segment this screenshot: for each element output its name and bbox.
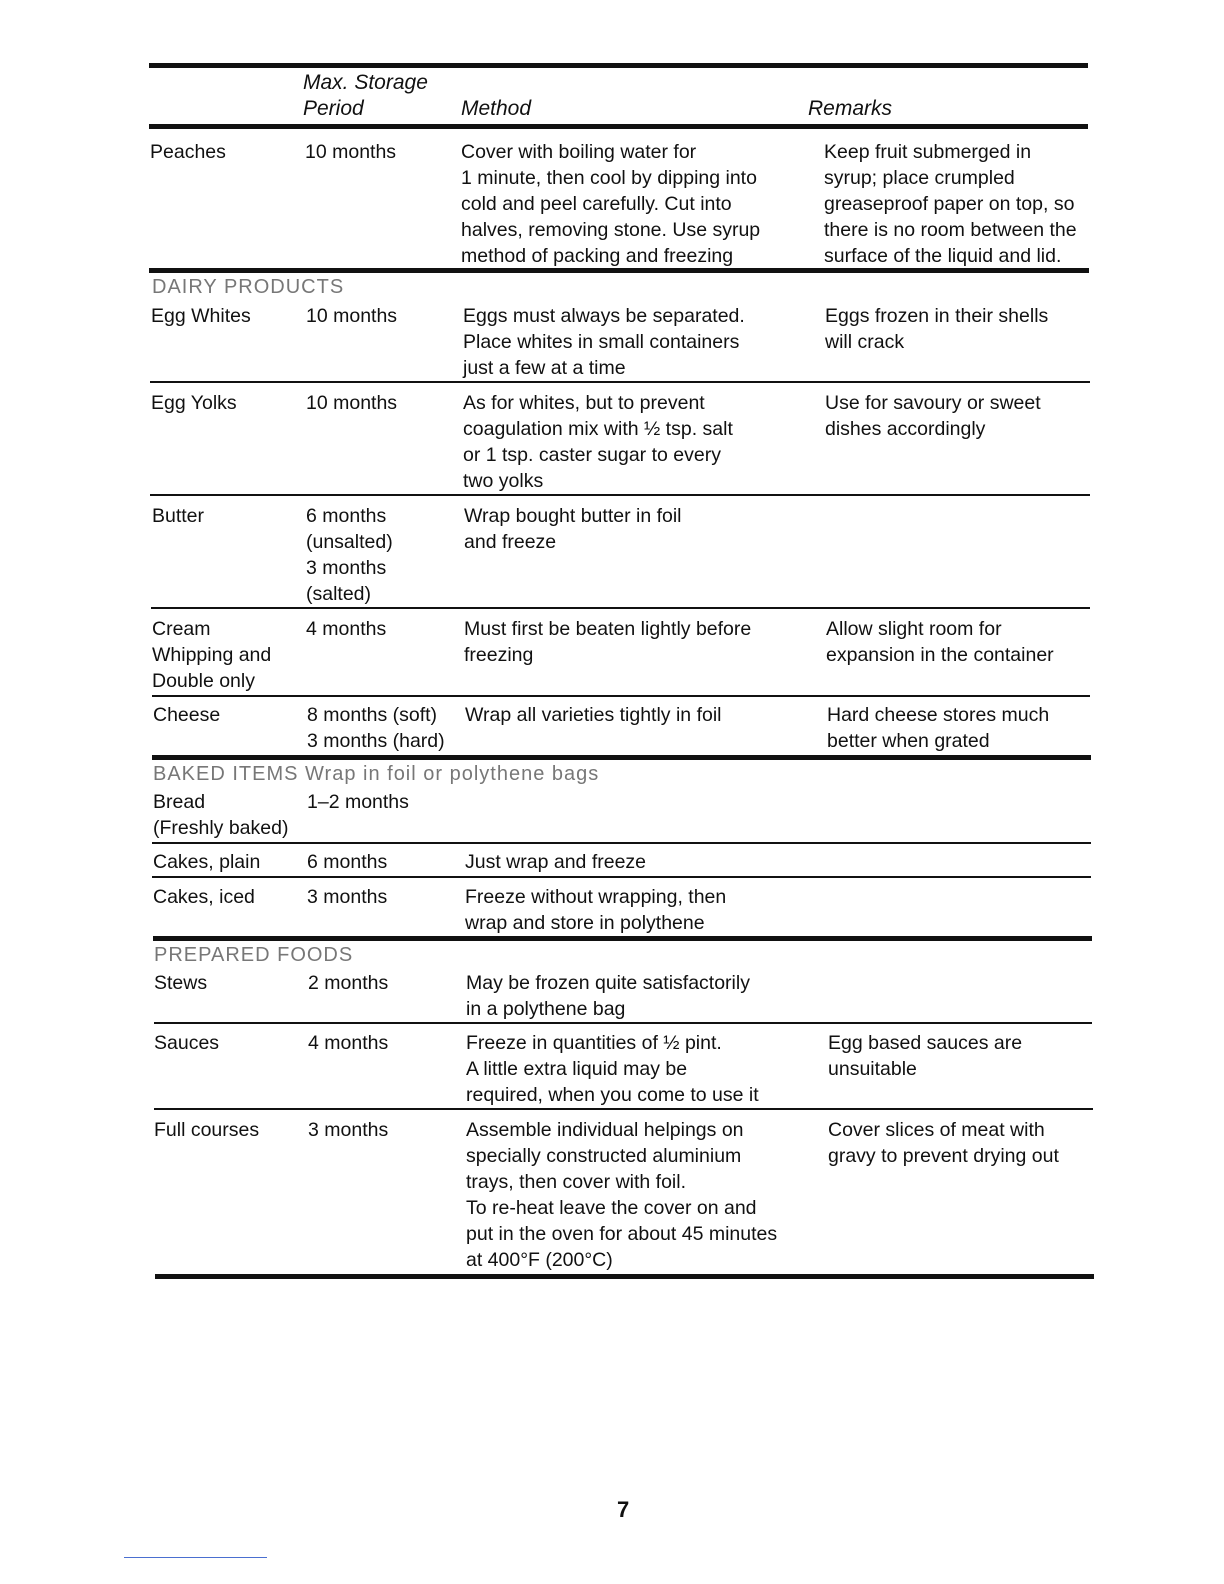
cell-period: 1–2 months	[307, 791, 409, 813]
table-rule	[155, 1274, 1094, 1279]
cell-method: method of packing and freezing	[461, 245, 734, 267]
footer-line	[124, 1557, 267, 1558]
page-number: 7	[617, 1497, 630, 1522]
cell-remarks: Keep fruit submerged in	[824, 141, 1032, 163]
cell-remarks: Use for savoury or sweet	[825, 392, 1041, 414]
cell-method: 1 minute, then cool by dipping into	[461, 167, 757, 189]
cell-name: Bread	[153, 791, 206, 813]
table-rule	[149, 63, 1088, 68]
cell-name: Whipping and	[152, 644, 272, 666]
cell-method: Wrap all varieties tightly in foil	[465, 704, 722, 726]
cell-name: Cakes, iced	[153, 886, 255, 908]
cell-method: Freeze in quantities of ½ pint.	[466, 1032, 722, 1054]
cell-method: cold and peel carefully. Cut into	[461, 193, 732, 215]
cell-remarks: dishes accordingly	[825, 418, 986, 440]
cell-remarks: unsuitable	[828, 1058, 917, 1080]
cell-method: two yolks	[463, 470, 544, 492]
cell-period: (unsalted)	[306, 531, 393, 553]
cell-remarks: Cover slices of meat with	[828, 1119, 1045, 1141]
header-remarks: Remarks	[808, 97, 893, 120]
cell-period: 3 months	[306, 557, 387, 579]
cell-period: 4 months	[306, 618, 387, 640]
cell-name: Cheese	[153, 704, 221, 726]
section-prepared-foods: PREPARED FOODS	[154, 944, 354, 966]
cell-name: Sauces	[154, 1032, 220, 1054]
header-method: Method	[461, 97, 532, 120]
table-rule	[152, 842, 1091, 844]
table-rule	[150, 494, 1090, 496]
cell-name: Butter	[152, 505, 205, 527]
cell-method: and freeze	[464, 531, 557, 553]
cell-method: put in the oven for about 45 minutes	[466, 1223, 778, 1245]
cell-remarks: syrup; place crumpled	[824, 167, 1015, 189]
cell-method: As for whites, but to prevent	[463, 392, 705, 414]
cell-name: Egg Yolks	[151, 392, 237, 414]
cell-remarks: Eggs frozen in their shells	[825, 305, 1049, 327]
cell-remarks: expansion in the container	[826, 644, 1054, 666]
cell-name: Peaches	[150, 141, 226, 163]
cell-period: 3 months	[307, 886, 388, 908]
cell-method: trays, then cover with foil.	[466, 1171, 687, 1193]
table-rule	[152, 695, 1090, 697]
cell-name: Egg Whites	[151, 305, 251, 327]
cell-remarks: Allow slight room for	[826, 618, 1002, 640]
header-storage-line1: Max. Storage	[303, 71, 428, 94]
table-rule	[149, 124, 1088, 129]
section-baked-items: BAKED ITEMS Wrap in foil or polythene bags	[153, 763, 600, 785]
table-rule	[154, 1108, 1093, 1110]
cell-method: coagulation mix with ½ tsp. salt	[463, 418, 733, 440]
cell-period: 10 months	[306, 392, 398, 414]
cell-method: Place whites in small containers	[463, 331, 740, 353]
cell-remarks: greaseproof paper on top, so	[824, 193, 1075, 215]
cell-period: 6 months	[307, 851, 388, 873]
cell-method: halves, removing stone. Use syrup	[461, 219, 761, 241]
table-rule	[154, 1022, 1092, 1024]
cell-remarks: Egg based sauces are	[828, 1032, 1023, 1054]
cell-method: Freeze without wrapping, then	[465, 886, 727, 908]
cell-period: 3 months	[308, 1119, 389, 1141]
section-dairy-products: DAIRY PRODUCTS	[152, 276, 345, 298]
cell-name: Cakes, plain	[153, 851, 261, 873]
table-rule	[152, 755, 1091, 760]
cell-period: 10 months	[306, 305, 398, 327]
cell-remarks: Hard cheese stores much	[827, 704, 1050, 726]
cell-method: required, when you come to use it	[466, 1084, 759, 1106]
cell-name: Double only	[152, 670, 255, 692]
cell-name: Stews	[154, 972, 208, 994]
cell-period: 2 months	[308, 972, 389, 994]
table-rule	[153, 936, 1092, 941]
cell-method: Cover with boiling water for	[461, 141, 697, 163]
cell-name: (Freshly baked)	[153, 817, 289, 839]
cell-method: just a few at a time	[463, 357, 626, 379]
cell-remarks: will crack	[825, 331, 905, 353]
cell-period: 4 months	[308, 1032, 389, 1054]
cell-method: freezing	[464, 644, 534, 666]
cell-remarks: surface of the liquid and lid.	[824, 245, 1062, 267]
cell-name: Cream	[152, 618, 211, 640]
cell-method: specially constructed aluminium	[466, 1145, 742, 1167]
cell-method: A little extra liquid may be	[466, 1058, 688, 1080]
cell-method: Eggs must always be separated.	[463, 305, 745, 327]
cell-method: or 1 tsp. caster sugar to every	[463, 444, 721, 466]
table-rule	[151, 607, 1090, 609]
cell-method: To re-heat leave the cover on and	[466, 1197, 757, 1219]
cell-period: 3 months (hard)	[307, 730, 445, 752]
cell-period: 8 months (soft)	[307, 704, 438, 726]
cell-name: Full courses	[154, 1119, 260, 1141]
cell-remarks: gravy to prevent drying out	[828, 1145, 1059, 1167]
cell-method: Assemble individual helpings on	[466, 1119, 744, 1141]
cell-period: (salted)	[306, 583, 372, 605]
table-rule	[152, 876, 1091, 878]
cell-remarks: there is no room between the	[824, 219, 1077, 241]
cell-period: 10 months	[305, 141, 397, 163]
header-storage-line2: Period	[303, 97, 364, 120]
cell-method: Wrap bought butter in foil	[464, 505, 682, 527]
table-rule	[150, 381, 1090, 383]
cell-remarks: better when grated	[827, 730, 990, 752]
cell-method: at 400°F (200°C)	[466, 1249, 613, 1271]
cell-method: in a polythene bag	[466, 998, 626, 1020]
cell-method: wrap and store in polythene	[465, 912, 705, 934]
cell-period: 6 months	[306, 505, 387, 527]
cell-method: Just wrap and freeze	[465, 851, 647, 873]
cell-method: Must first be beaten lightly before	[464, 618, 752, 640]
cell-method: May be frozen quite satisfactorily	[466, 972, 750, 994]
